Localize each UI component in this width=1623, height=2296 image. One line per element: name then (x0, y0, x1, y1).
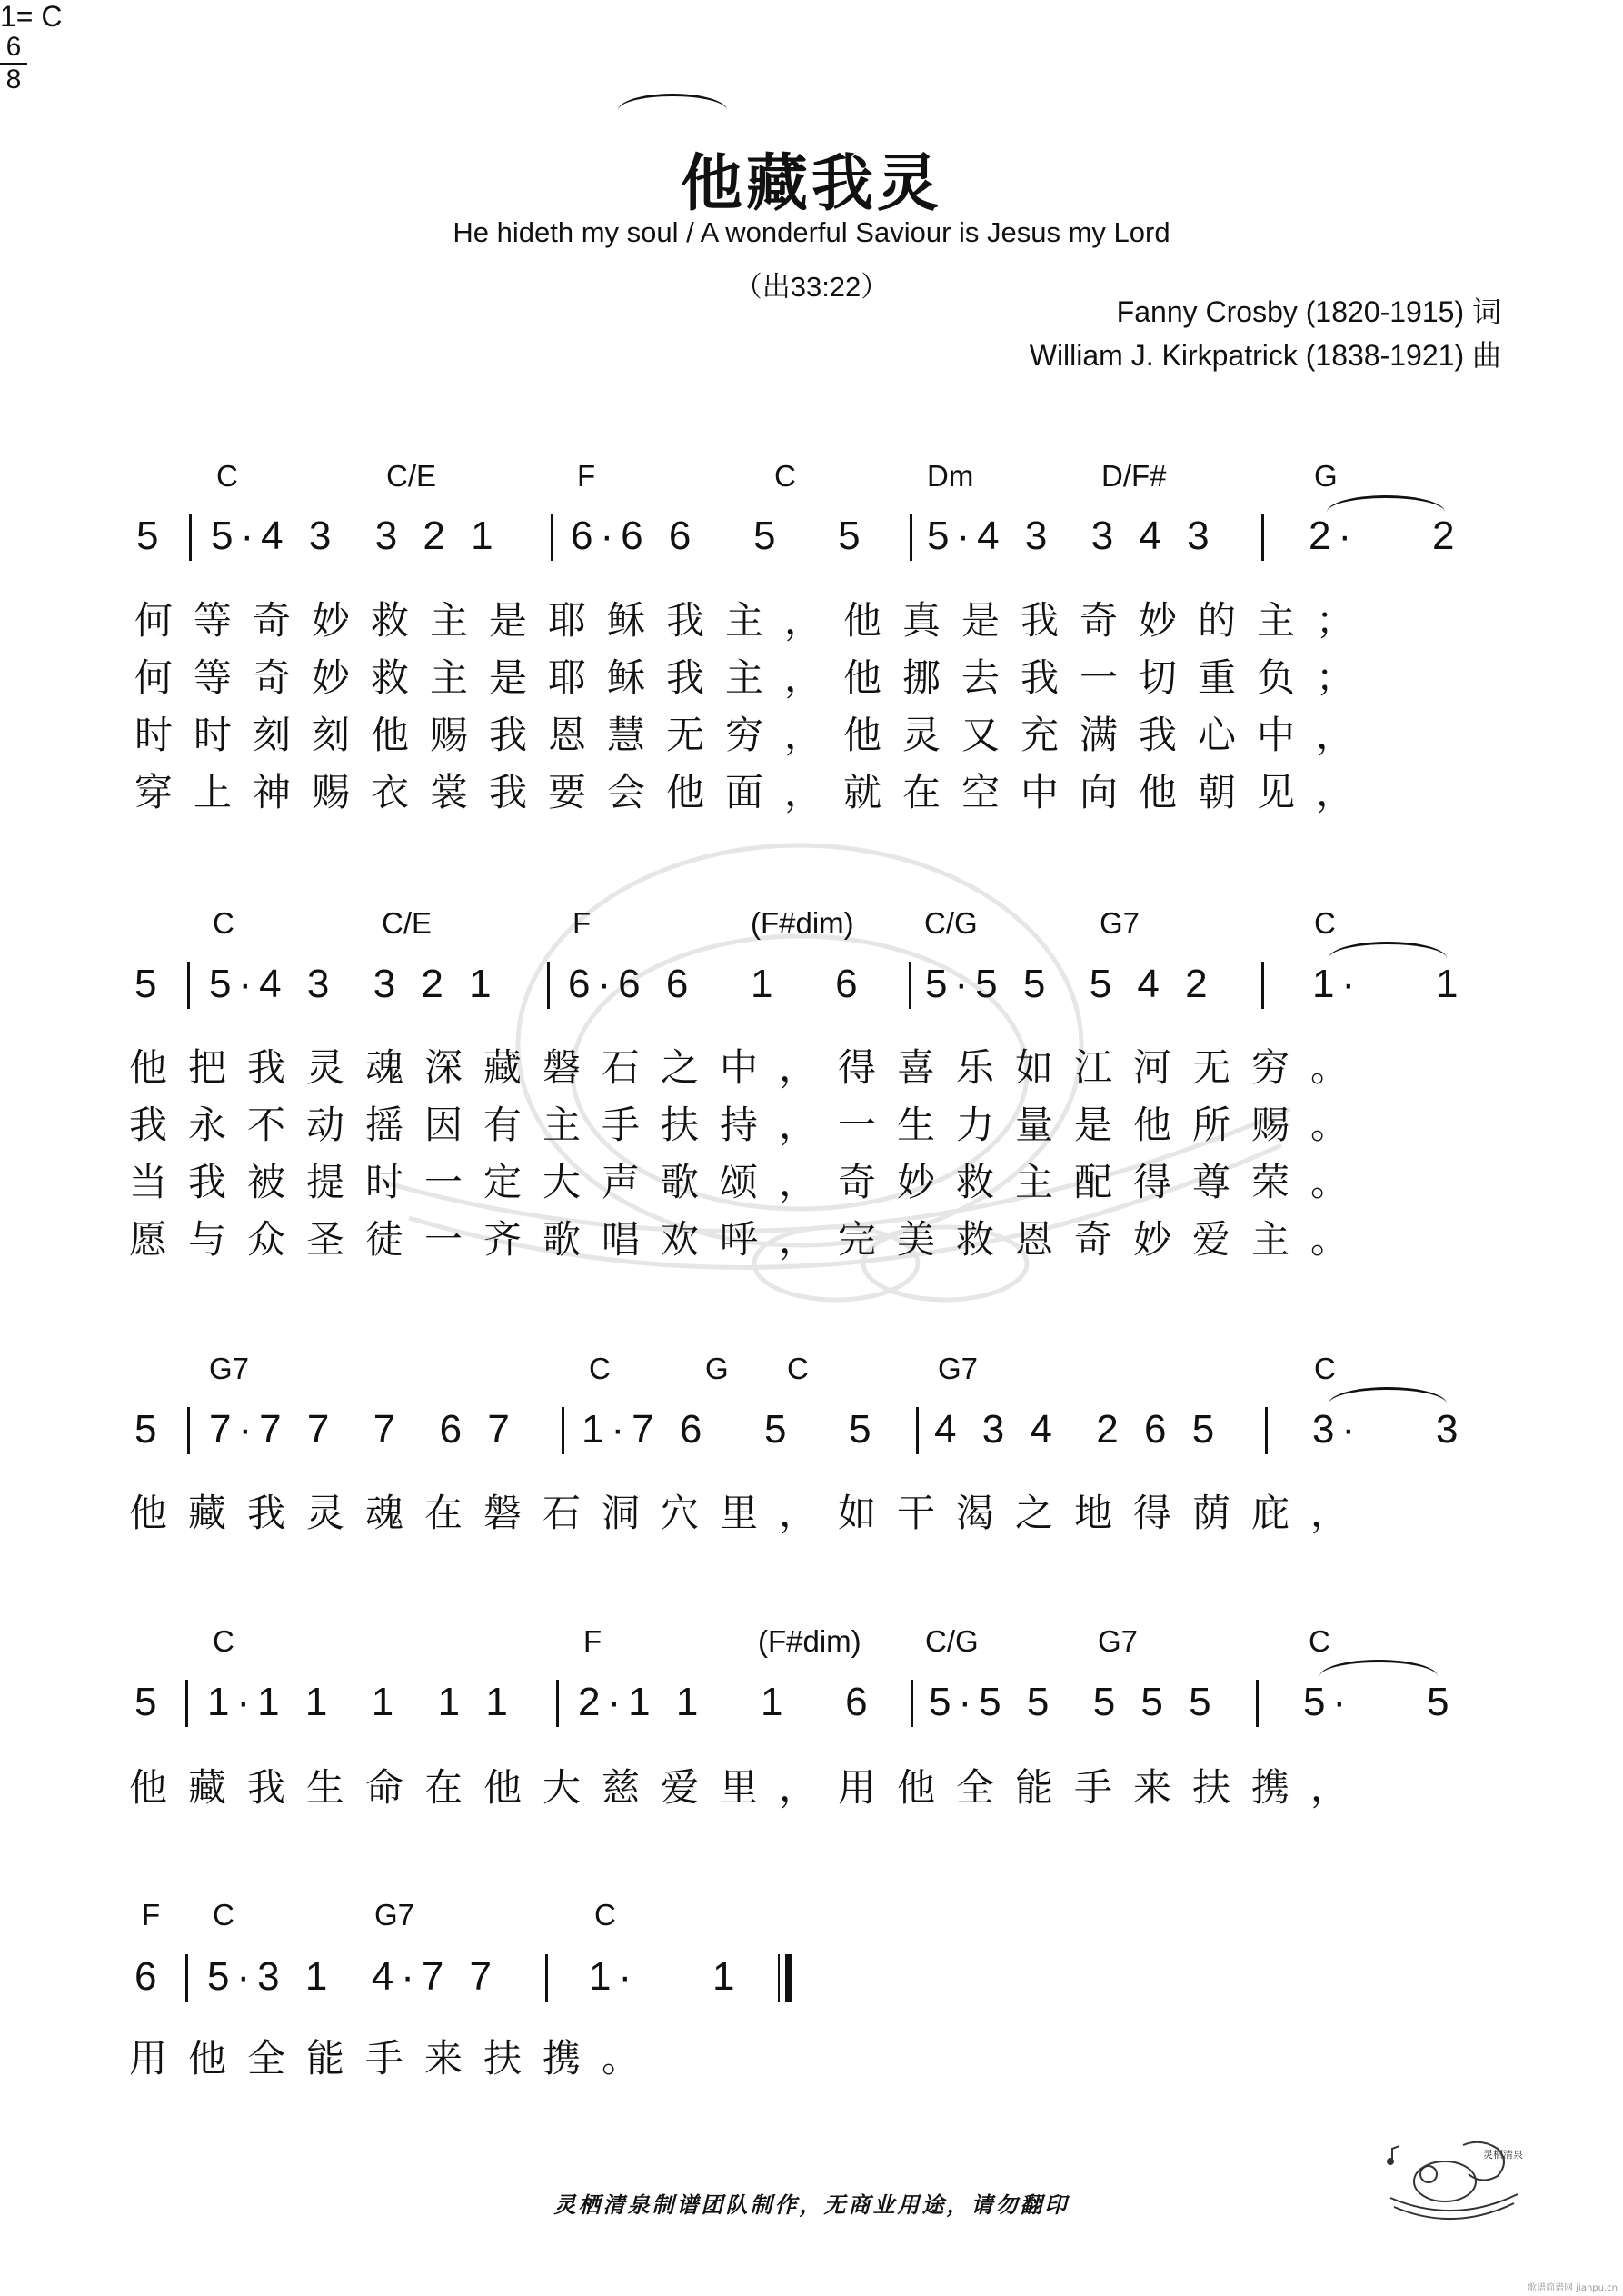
measure-notes: 5·5 5 5 5 5 (929, 1680, 1219, 1724)
measure-notes: 1·7 6 5 5 (582, 1407, 879, 1452)
chord-symbol: (F#dim) (758, 1624, 861, 1658)
lyric-verse-3: 当我被提时一定大声歌颂，奇妙救主配得尊荣。 (129, 1160, 1370, 1204)
chord-symbol: C (213, 1624, 234, 1658)
pickup-note: 5 (136, 514, 166, 558)
chord-symbol: G (705, 1352, 729, 1385)
measure-notes: 2· 2 (1309, 514, 1462, 558)
chord-symbol: G7 (1100, 906, 1140, 940)
measure-notes: 1· 1 (589, 1954, 742, 1999)
lyric-verse-1: 他把我灵魂深藏磐石之中，得喜乐如江河无穷。 (129, 1045, 1370, 1090)
measure-notes: 1·1 1 1 1 1 (207, 1680, 515, 1724)
lyric-verse-1: 何等奇妙救主是耶稣我主，他真是我奇妙的主； (134, 598, 1376, 643)
chord-symbol: G7 (938, 1352, 979, 1385)
measure-notes: 5·5 5 5 4 2 (925, 962, 1215, 1006)
chord-symbol: C (213, 906, 234, 940)
chord-symbol: G7 (374, 1898, 415, 1932)
lyric-verse-1: 他藏我灵魂在磐石洞穴里，如干渴之地得荫庇， (129, 1491, 1370, 1535)
svg-text:灵栖清泉: 灵栖清泉 (1483, 2149, 1523, 2161)
chord-symbol: G7 (209, 1352, 250, 1385)
chord-symbol: C (1309, 1624, 1330, 1658)
tie-slur (1329, 942, 1447, 975)
measure-notes: 2·1 1 1 6 (578, 1680, 875, 1724)
chord-symbol: C/G (924, 906, 978, 940)
chord-symbol: F (577, 459, 596, 493)
key-signature: 1= C (0, 0, 63, 33)
chord-symbol: C (787, 1352, 809, 1385)
chord-symbol: F (142, 1898, 161, 1932)
measure-notes: 4 3 4 2 6 5 (934, 1407, 1222, 1452)
chord-symbol: C (774, 459, 796, 493)
measure-notes: 1· 1 (1312, 962, 1466, 1006)
footer-note: 灵栖清泉制谱团队制作，无商业用途，请勿翻印 (553, 2191, 1070, 2218)
time-signature (0, 34, 27, 94)
tie-slur (1319, 1660, 1438, 1693)
pickup-note: 6 (134, 1954, 164, 1999)
lyric-verse-2: 我永不动摇因有主手扶持，一生力量是他所赐。 (129, 1103, 1370, 1147)
chord-symbol: F (583, 1624, 602, 1658)
lyric-verse-3: 时时刻刻他赐我恩慧无穷，他灵又充满我心中， (134, 713, 1376, 757)
lyric-verse-1: 他藏我生命在他大慈爱里，用他全能手来扶携， (129, 1765, 1370, 1810)
composer-credit: William J. Kirkpatrick (1838-1921) 曲 (1029, 339, 1501, 372)
chord-symbol: F (573, 906, 592, 940)
chord-symbol: Dm (927, 459, 974, 493)
site-watermark: 歌谱简谱网 jianpu.cn (1528, 2283, 1618, 2293)
measure-notes: 3· 3 (1312, 1407, 1466, 1452)
measure-notes: 5· 5 (1303, 1680, 1457, 1724)
chord-symbol: D/F# (1101, 459, 1167, 493)
scripture-reference: （出33:22） (733, 271, 890, 303)
pickup-note: 5 (134, 1407, 164, 1452)
chord-symbol: G (1314, 459, 1338, 493)
final-barline-thick (785, 1954, 792, 2002)
measure-notes: 6·6 6 5 5 (571, 514, 868, 558)
lyric-verse-4: 愿与众圣徒一齐歌唱欢呼，完美救恩奇妙爱主。 (129, 1217, 1370, 1262)
chord-symbol: C (594, 1898, 616, 1932)
time-signature-top: 6 (5, 32, 22, 62)
measure-notes: 5·4 3 3 4 3 (927, 514, 1217, 558)
measure-notes: 5·4 3 3 2 1 (211, 514, 501, 558)
chord-symbol: C (213, 1898, 234, 1932)
chord-symbol: C (589, 1352, 611, 1385)
chord-symbol: G7 (1098, 1624, 1139, 1658)
pickup-note: 5 (134, 1680, 164, 1724)
lyric-verse-2: 何等奇妙救主是耶稣我主，他挪去我一切重负； (134, 655, 1376, 700)
lyricist-credit: Fanny Crosby (1820-1915) 词 (1116, 295, 1501, 328)
measure-notes: 5·4 3 3 2 1 (209, 962, 499, 1006)
lyric-verse-4: 穿上神赐衣裳我要会他面，就在空中向他朝见， (134, 770, 1376, 814)
chord-symbol: (F#dim) (751, 906, 854, 940)
lyric-verse-1: 用他全能手来扶携。 (129, 2036, 662, 2081)
tie-slur (1329, 1387, 1447, 1421)
pickup-note: 5 (134, 962, 164, 1006)
lamb-logo-icon (1381, 2134, 1527, 2225)
chord-symbol: C/G (925, 1624, 979, 1658)
time-signature-bottom: 8 (5, 65, 22, 95)
page-title: 他藏我灵 (680, 148, 943, 220)
english-subtitle: He hideth my soul / A wonderful Saviour is Jesus my Lord (453, 216, 1170, 248)
chord-symbol: C (216, 459, 238, 493)
measure-notes: 6·6 6 1 6 (568, 962, 865, 1006)
measure-notes: 7·7 7 7 6 7 (209, 1407, 517, 1452)
final-barline-thin (778, 1954, 780, 2002)
tie-slur (1327, 495, 1445, 529)
chord-symbol: C (1314, 906, 1336, 940)
tie-slur (618, 94, 727, 127)
chord-symbol: C/E (386, 459, 437, 493)
chord-symbol: C (1314, 1352, 1336, 1385)
measure-notes: 5·3 1 4·7 7 (207, 1954, 500, 1999)
chord-symbol: C/E (382, 906, 433, 940)
